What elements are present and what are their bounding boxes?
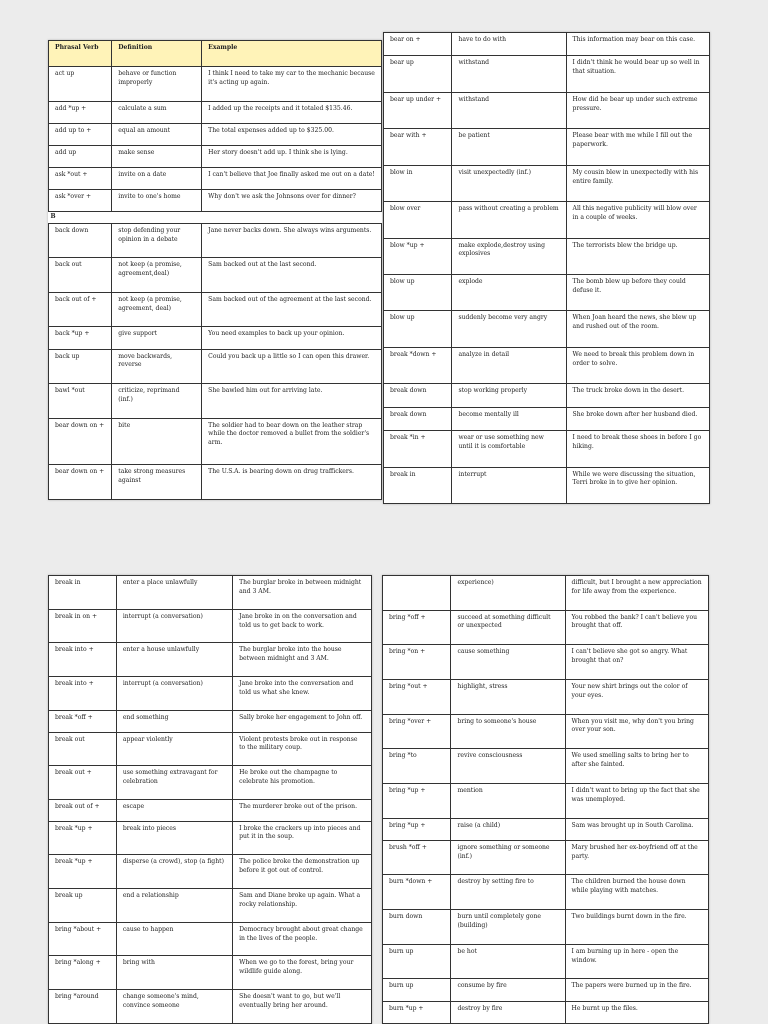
phrasal-verb-cell: blow *up + xyxy=(384,238,452,274)
table-row xyxy=(49,799,372,821)
table-row xyxy=(383,679,709,714)
definition-cell: change someone's mind, convince someone xyxy=(116,990,232,1024)
example-cell: The police broke the demonstration up before it got out of control. xyxy=(233,855,372,889)
phrasal-verb-cell: break *up + xyxy=(49,821,117,855)
phrasal-verb-cell: blow up xyxy=(384,311,452,347)
definition-cell: invite to one's home xyxy=(112,190,202,212)
phrasal-verb-table xyxy=(48,575,372,1024)
phrasal-verb-cell: bring *out + xyxy=(383,679,451,714)
definition-cell: revive consciousness xyxy=(451,749,565,784)
definition-cell: cause to happen xyxy=(116,922,232,956)
example-cell: I can't believe she got so angry. What brought that on? xyxy=(565,645,708,680)
phrasal-verb-cell xyxy=(383,576,451,611)
phrasal-verb-cell: burn up xyxy=(383,944,451,979)
table-row xyxy=(383,576,709,611)
table-row xyxy=(383,944,709,979)
example-cell: Sam was brought up in South Carolina. xyxy=(565,818,708,840)
example-cell: Please bear with me while I fill out the paperwork. xyxy=(566,129,709,165)
table-row xyxy=(383,979,709,1001)
table-row xyxy=(49,190,382,212)
phrasal-verb-cell: break *in + xyxy=(384,431,452,467)
phrasal-verb-cell: bring *off + xyxy=(383,610,451,645)
table-row xyxy=(49,889,372,923)
phrasal-verb-cell: break *up + xyxy=(49,855,117,889)
definition-cell: invite on a date xyxy=(112,167,202,189)
example-cell: The burglar broke in between midnight and 3 AM. xyxy=(233,576,372,610)
definition-cell: bring to someone's house xyxy=(451,714,565,749)
example-cell: Democracy brought about great change in the lives of the people. xyxy=(233,922,372,956)
table-row xyxy=(384,56,710,92)
table-row xyxy=(49,101,382,123)
definition-cell: destroy by setting fire to xyxy=(451,875,565,910)
table-row xyxy=(384,384,710,407)
table-row xyxy=(384,347,710,383)
example-cell: When Joan heard the news, she blew up and rushed out of the room. xyxy=(566,311,709,347)
table-row xyxy=(383,875,709,910)
phrasal-verb-cell: break out of + xyxy=(49,799,117,821)
table-row xyxy=(384,467,710,503)
phrasal-verb-cell: back down xyxy=(49,223,112,258)
example-cell: The children burned the house down while playing with matches. xyxy=(565,875,708,910)
example-cell: The soldier had to bear down on the leather strap while the doctor removed a bullet from the soldier's arm. xyxy=(202,418,382,465)
example-cell: Your new shirt brings out the color of your eyes. xyxy=(565,679,708,714)
phrasal-verb-cell: bear down on + xyxy=(49,465,112,500)
example-cell: Mary brushed her ex-boyfriend off at the party. xyxy=(565,840,708,875)
phrasal-verb-cell: bring *on + xyxy=(383,645,451,680)
definition-cell: use something extravagant for celebration xyxy=(116,766,232,800)
example-cell: My cousin blew in unexpectedly with his entire family. xyxy=(566,165,709,201)
table-row xyxy=(49,922,372,956)
phrasal-verb-cell: back out xyxy=(49,258,112,293)
table-row xyxy=(384,311,710,347)
phrasal-verb-cell: bear on + xyxy=(384,33,452,56)
definition-cell: equal an amount xyxy=(112,123,202,145)
table-header-row xyxy=(49,41,382,67)
example-cell: Sally broke her engagement to John off. xyxy=(233,710,372,732)
table-row xyxy=(383,749,709,784)
example-cell: The U.S.A. is bearing down on drug traffickers. xyxy=(202,465,382,500)
phrasal-verb-cell: bring *around xyxy=(49,990,117,1024)
table-row xyxy=(49,710,372,732)
phrasal-verb-cell: add *up + xyxy=(49,101,112,123)
definition-cell: take strong measures against xyxy=(112,465,202,500)
example-cell: He broke out the champagne to celebrate his promotion. xyxy=(233,766,372,800)
table-row xyxy=(49,418,382,465)
phrasal-verb-cell: break *down + xyxy=(384,347,452,383)
example-cell: I didn't think he would bear up so well in that situation. xyxy=(566,56,709,92)
table-row xyxy=(384,407,710,430)
example-cell: I am burning up in here - open the window. xyxy=(565,944,708,979)
table-row xyxy=(383,783,709,818)
phrasal-verb-cell: bring *over + xyxy=(383,714,451,749)
definition-cell: cause something xyxy=(451,645,565,680)
header-definition: Definition xyxy=(112,41,202,67)
definition-cell: bite xyxy=(112,418,202,465)
example-cell: The murderer broke out of the prison. xyxy=(233,799,372,821)
definition-cell: withstand xyxy=(452,56,566,92)
definition-cell: appear violently xyxy=(116,732,232,766)
definition-cell: stop defending your opinion in a debate xyxy=(112,223,202,258)
phrasal-verb-cell: act up xyxy=(49,67,112,102)
phrasal-verb-cell: break in xyxy=(49,576,117,610)
example-cell: I broke the crackers up into pieces and put it in the soup. xyxy=(233,821,372,855)
phrasal-verb-cell: blow over xyxy=(384,202,452,238)
table-row xyxy=(49,643,372,677)
phrasal-verb-cell: break out xyxy=(49,732,117,766)
phrasal-verb-cell: break down xyxy=(384,384,452,407)
table-row xyxy=(49,123,382,145)
phrasal-verb-table xyxy=(382,575,709,1024)
table-row xyxy=(384,92,710,128)
phrasal-verb-cell: brush *off + xyxy=(383,840,451,875)
definition-cell: destroy by fire xyxy=(451,1001,565,1023)
phrasal-verb-cell: bear with + xyxy=(384,129,452,165)
definition-cell: experience) xyxy=(451,576,565,611)
phrasal-verb-cell: blow in xyxy=(384,165,452,201)
table-row xyxy=(49,576,372,610)
table-row xyxy=(49,349,382,384)
table-row xyxy=(49,145,382,167)
table-row xyxy=(49,732,372,766)
example-cell: When we go to the forest, bring your wildlife guide along. xyxy=(233,956,372,990)
definition-cell: calculate a sum xyxy=(112,101,202,123)
phrasal-verb-cell: bawl *out xyxy=(49,384,112,419)
example-cell: I need to break these shoes in before I go hiking. xyxy=(566,431,709,467)
definition-cell: analyze in detail xyxy=(452,347,566,383)
definition-cell: break into pieces xyxy=(116,821,232,855)
definition-cell: behave or function improperly xyxy=(112,67,202,102)
table-row xyxy=(383,645,709,680)
example-cell: Sam backed out of the agreement at the last second. xyxy=(202,292,382,327)
table-row xyxy=(49,292,382,327)
table-row xyxy=(384,165,710,201)
phrasal-verb-cell: bring *up + xyxy=(383,783,451,818)
phrasal-verb-cell: blow up xyxy=(384,275,452,311)
table-row xyxy=(383,714,709,749)
definition-cell: succeed at something difficult or unexpected xyxy=(451,610,565,645)
example-cell: All this negative publicity will blow over in a couple of weeks. xyxy=(566,202,709,238)
example-cell: Jane never backs down. She always wins arguments. xyxy=(202,223,382,258)
phrasal-verb-cell: bear up under + xyxy=(384,92,452,128)
table-row xyxy=(49,956,372,990)
definition-cell: move backwards, reverse xyxy=(112,349,202,384)
header-verb: Phrasal Verb xyxy=(49,41,112,67)
phrasal-verb-cell: bring *up + xyxy=(383,818,451,840)
example-cell: I can't believe that Joe finally asked me out on a date! xyxy=(202,167,382,189)
example-cell: How did he bear up under such extreme pressure. xyxy=(566,92,709,128)
example-cell: The total expenses added up to $325.00. xyxy=(202,123,382,145)
phrasal-verb-cell: ask *out + xyxy=(49,167,112,189)
phrasal-verb-cell: bring *to xyxy=(383,749,451,784)
table-row xyxy=(49,855,372,889)
example-cell: The burglar broke into the house between midnight and 3 AM. xyxy=(233,643,372,677)
definition-cell: bring with xyxy=(116,956,232,990)
document-page-2 xyxy=(383,32,710,504)
definition-cell: make sense xyxy=(112,145,202,167)
phrasal-verb-cell: burn *up + xyxy=(383,1001,451,1023)
example-cell: You need examples to back up your opinion. xyxy=(202,327,382,349)
phrasal-verb-cell: bring *along + xyxy=(49,956,117,990)
example-cell: He burnt up the files. xyxy=(565,1001,708,1023)
example-cell: The papers were burned up in the fire. xyxy=(565,979,708,1001)
example-cell: You robbed the bank? I can't believe you brought that off. xyxy=(565,610,708,645)
table-row xyxy=(49,990,372,1024)
definition-cell: give support xyxy=(112,327,202,349)
definition-cell: explode xyxy=(452,275,566,311)
table-row xyxy=(49,67,382,102)
example-cell: Her story doesn't add up. I think she is lying. xyxy=(202,145,382,167)
table-row xyxy=(384,202,710,238)
definition-cell: end a relationship xyxy=(116,889,232,923)
example-cell: Sam backed out at the last second. xyxy=(202,258,382,293)
example-cell: I think I need to take my car to the mechanic because it's acting up again. xyxy=(202,67,382,102)
definition-cell: escape xyxy=(116,799,232,821)
example-cell: She doesn't want to go, but we'll eventually bring her around. xyxy=(233,990,372,1024)
definition-cell: interrupt (a conversation) xyxy=(116,677,232,711)
definition-cell: highlight, stress xyxy=(451,679,565,714)
table-row xyxy=(383,818,709,840)
phrasal-verb-table xyxy=(48,40,382,500)
table-row xyxy=(49,609,372,643)
phrasal-verb-cell: burn down xyxy=(383,910,451,945)
example-cell: We used smelling salts to bring her to after she fainted. xyxy=(565,749,708,784)
phrasal-verb-cell: add up to + xyxy=(49,123,112,145)
phrasal-verb-cell: bear down on + xyxy=(49,418,112,465)
table-row xyxy=(49,766,372,800)
definition-cell: suddenly become very angry xyxy=(452,311,566,347)
table-row xyxy=(49,167,382,189)
example-cell: Violent protests broke out in response to the military coup. xyxy=(233,732,372,766)
example-cell: The truck broke down in the desert. xyxy=(566,384,709,407)
table-row xyxy=(384,238,710,274)
example-cell: She broke down after her husband died. xyxy=(566,407,709,430)
definition-cell: raise (a child) xyxy=(451,818,565,840)
document-page-1 xyxy=(48,40,382,500)
example-cell: This information may bear on this case. xyxy=(566,33,709,56)
phrasal-verb-cell: break down xyxy=(384,407,452,430)
definition-cell: enter a place unlawfully xyxy=(116,576,232,610)
example-cell: The terrorists blew the bridge up. xyxy=(566,238,709,274)
document-page-4 xyxy=(382,575,709,1024)
table-row xyxy=(49,327,382,349)
example-cell: The bomb blew up before they could defuse it. xyxy=(566,275,709,311)
phrasal-verb-cell: burn *down + xyxy=(383,875,451,910)
table-row xyxy=(383,910,709,945)
phrasal-verb-cell: add up xyxy=(49,145,112,167)
phrasal-verb-cell: break up xyxy=(49,889,117,923)
document-page-3 xyxy=(48,575,372,1024)
example-cell: Sam and Diane broke up again. What a rocky relationship. xyxy=(233,889,372,923)
phrasal-verb-cell: break in xyxy=(384,467,452,503)
table-row xyxy=(384,33,710,56)
definition-cell: make explode,destroy using explosives xyxy=(452,238,566,274)
table-row xyxy=(384,129,710,165)
phrasal-verb-cell: break into + xyxy=(49,677,117,711)
definition-cell: mention xyxy=(451,783,565,818)
definition-cell: interrupt (a conversation) xyxy=(116,609,232,643)
table-row xyxy=(383,840,709,875)
section-divider-row xyxy=(49,212,382,224)
definition-cell: enter a house unlawfully xyxy=(116,643,232,677)
definition-cell: have to do with xyxy=(452,33,566,56)
example-cell: Why don't we ask the Johnsons over for dinner? xyxy=(202,190,382,212)
definition-cell: end something xyxy=(116,710,232,732)
phrasal-verb-cell: break out + xyxy=(49,766,117,800)
phrasal-verb-table xyxy=(383,32,710,504)
phrasal-verb-cell: back up xyxy=(49,349,112,384)
example-cell: Jane broke into the conversation and told us what she knew. xyxy=(233,677,372,711)
definition-cell: withstand xyxy=(452,92,566,128)
example-cell: While we were discussing the situation, Terri broke in to give her opinion. xyxy=(566,467,709,503)
phrasal-verb-cell: bring *about + xyxy=(49,922,117,956)
phrasal-verb-cell: back out of + xyxy=(49,292,112,327)
example-cell: When you visit me, why don't you bring over your son. xyxy=(565,714,708,749)
definition-cell: interrupt xyxy=(452,467,566,503)
definition-cell: be hot xyxy=(451,944,565,979)
example-cell: Jane broke in on the conversation and told us to get back to work. xyxy=(233,609,372,643)
example-cell: Could you back up a little so I can open this drawer. xyxy=(202,349,382,384)
example-cell: I didn't want to bring up the fact that she was unemployed. xyxy=(565,783,708,818)
table-row xyxy=(49,677,372,711)
table-row xyxy=(49,465,382,500)
definition-cell: consume by fire xyxy=(451,979,565,1001)
table-row xyxy=(383,610,709,645)
definition-cell: criticize, reprimand (inf.) xyxy=(112,384,202,419)
definition-cell: become mentally ill xyxy=(452,407,566,430)
table-row xyxy=(49,821,372,855)
definition-cell: visit unexpectedly (inf.) xyxy=(452,165,566,201)
definition-cell: be patient xyxy=(452,129,566,165)
table-row xyxy=(384,431,710,467)
definition-cell: stop working properly xyxy=(452,384,566,407)
example-cell: Two buildings burnt down in the fire. xyxy=(565,910,708,945)
section-letter: B xyxy=(49,212,382,224)
table-row xyxy=(49,384,382,419)
example-cell: difficult, but I brought a new appreciation for life away from the experience. xyxy=(565,576,708,611)
definition-cell: not keep (a promise, agreement, deal) xyxy=(112,292,202,327)
example-cell: We need to break this problem down in order to solve. xyxy=(566,347,709,383)
definition-cell: wear or use something new until it is comfortable xyxy=(452,431,566,467)
table-row xyxy=(384,275,710,311)
example-cell: She bawled him out for arriving late. xyxy=(202,384,382,419)
phrasal-verb-cell: burn up xyxy=(383,979,451,1001)
phrasal-verb-cell: ask *over + xyxy=(49,190,112,212)
phrasal-verb-cell: break *off + xyxy=(49,710,117,732)
phrasal-verb-cell: bear up xyxy=(384,56,452,92)
example-cell: I added up the receipts and it totaled $135.46. xyxy=(202,101,382,123)
phrasal-verb-cell: back *up + xyxy=(49,327,112,349)
table-row xyxy=(49,223,382,258)
phrasal-verb-cell: break in on + xyxy=(49,609,117,643)
definition-cell: pass without creating a problem xyxy=(452,202,566,238)
definition-cell: burn until completely gone (building) xyxy=(451,910,565,945)
table-row xyxy=(383,1001,709,1023)
header-example: Example xyxy=(202,41,382,67)
definition-cell: ignore something or someone (inf.) xyxy=(451,840,565,875)
table-row xyxy=(49,258,382,293)
definition-cell: disperse (a crowd), stop (a fight) xyxy=(116,855,232,889)
phrasal-verb-cell: break into + xyxy=(49,643,117,677)
definition-cell: not keep (a promise, agreement,deal) xyxy=(112,258,202,293)
